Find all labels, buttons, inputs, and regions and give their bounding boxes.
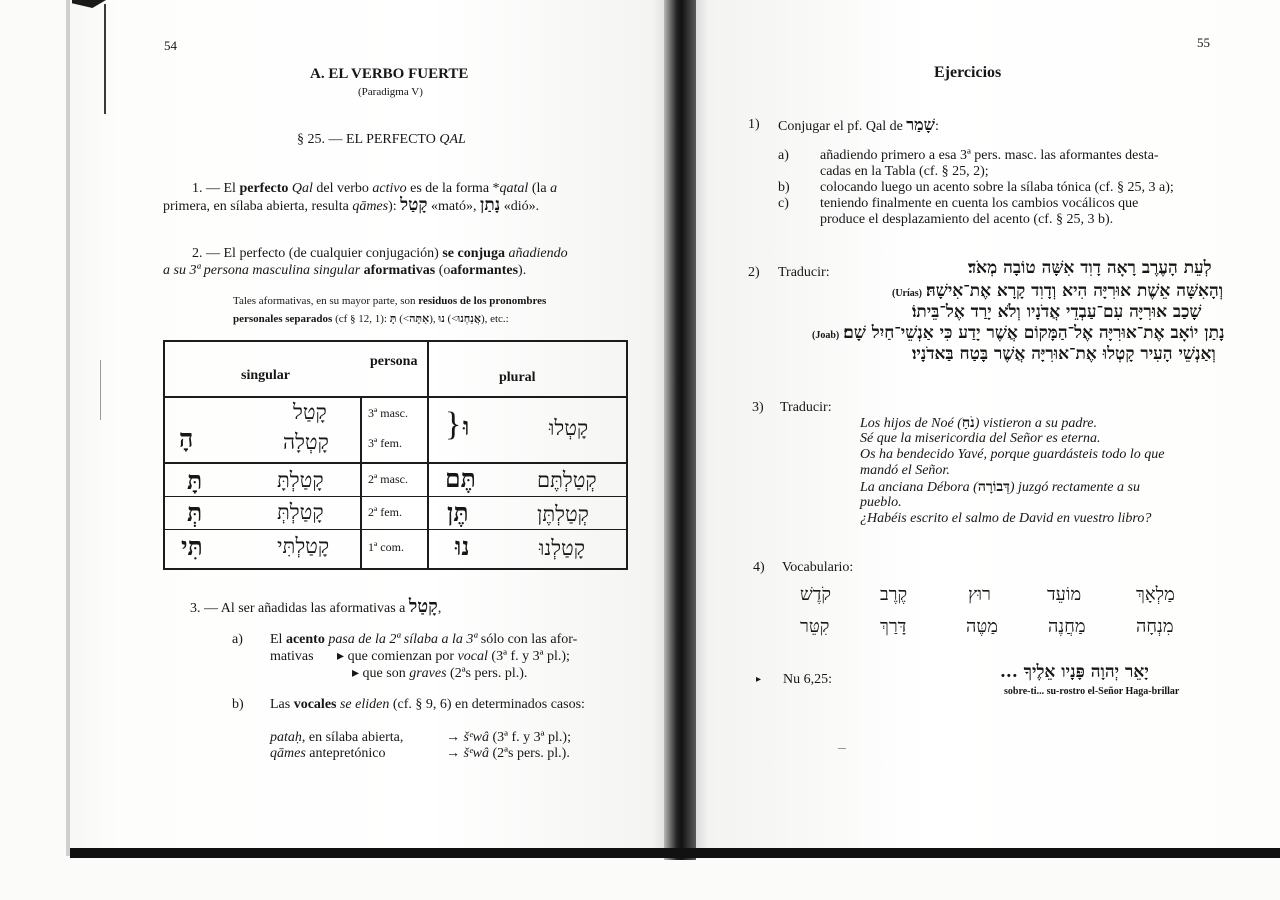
- p3a-bullet-vocal: ▸ que comienzan por: [337, 649, 455, 664]
- vocab-word: מַלְאָךְ: [1136, 584, 1175, 605]
- vocab-word: מִנְחָה: [1136, 616, 1174, 637]
- p3-line1: [190, 598, 441, 617]
- ex2-hebrew-line5: וְאַנְשֵׁי הָעִיר קָטְלוּ אֶת־אוּרִיָּה אֲשֶׁר בָּטַח בַּאדֹנָיו׃: [912, 344, 1216, 364]
- ex3-number: 3): [752, 400, 764, 415]
- sg-form-3f: קָטְלָה: [283, 430, 329, 454]
- p3a-italic-graves: graves: [409, 666, 447, 681]
- p3b-text: Las: [270, 697, 291, 712]
- p3b-text: , en sílaba abierta,: [301, 730, 404, 745]
- ex2-hebrew-line4-text: נָתַן יוֹאָב אֶת־אוּרִיָּה אֶל־הַמָּקוֹם אֲשֶׁר יָדַע כִּי אַנְשֵׁי־חַיִל שָׁם׃: [843, 323, 1225, 343]
- p1-gloss: «dió».: [503, 199, 540, 214]
- p2-text: (o: [438, 263, 451, 278]
- ex3-sentence4-cont: pueblo.: [860, 495, 902, 510]
- pl-affix-2f: תֶּן: [447, 498, 469, 527]
- p3b-bold-vocales: vocales: [293, 697, 337, 712]
- exercises-title: Ejercicios: [934, 64, 1002, 81]
- p3a-italic: pasa de la 2ª sílaba a la 3ª: [328, 632, 478, 647]
- note-line2: [233, 312, 509, 325]
- ex2-hebrew-line3: שָׁכַב אוּרִיָּה עִם־עַבְדֵי אֲדֹנָיו וְלֹא יָרַד אֶל־בֵּיתוֹ׃: [912, 302, 1202, 322]
- p3b-italic-qames: qāmes: [270, 746, 306, 761]
- p1-italic-a: a: [550, 181, 558, 196]
- table-rule: [165, 396, 626, 398]
- p2-italic-anadiendo: añadiendo: [508, 246, 568, 261]
- stray-mark: [838, 748, 846, 749]
- p1-number: 1. —: [192, 181, 220, 196]
- p3a-line2: [270, 648, 570, 665]
- pl-affix-1c: נוּ: [455, 532, 470, 561]
- ex4-label: Vocabulario:: [782, 560, 854, 575]
- p1-hebrew-natan: נָתַן: [479, 195, 501, 215]
- p1-text: del verbo: [316, 181, 369, 196]
- p3a-text: (2ªs pers. pl.).: [450, 666, 528, 681]
- note-bold-residuos: residuos de los pronombres: [418, 295, 547, 307]
- right-page-number: 55: [1197, 35, 1210, 50]
- ex1c-line2: produce el desplazamiento del acento (cf. § 25, 3 b).: [820, 212, 1114, 227]
- note-hebrew-nu: נוּ: [438, 312, 445, 325]
- p1-italic-qames: qāmes: [352, 199, 389, 214]
- ex3-text: ) vistieron a su padre.: [974, 416, 1097, 431]
- p3b-text: (cf. § 9, 6) en determinados casos:: [392, 697, 585, 712]
- note-hebrew-atta: אַתָּה: [409, 312, 430, 325]
- p3a-bold-acento: acento: [285, 632, 325, 647]
- vocab-word: קִטֵּר: [800, 616, 830, 637]
- p1-gloss: «mató»,: [430, 199, 477, 214]
- note-bold-personales: personales separados: [233, 313, 333, 325]
- p2-line2: [163, 262, 526, 279]
- p3b-italic: se eliden: [339, 697, 390, 712]
- ex3-sentence1: [860, 415, 1097, 432]
- p3a-text: (3ª f. y 3ª pl.);: [491, 649, 570, 664]
- ex3-text: La anciana Débora (: [860, 480, 978, 495]
- ex1c-line1: teniendo finalmente en cuenta los cambios vocálicos que: [820, 196, 1139, 211]
- pl-form-2f: קְטַלְתֶּן: [537, 502, 589, 526]
- sg-affix-2f: תְּ: [187, 498, 203, 527]
- p1-italic-activo: activo: [372, 181, 407, 196]
- ex1-prompt: [778, 117, 939, 135]
- ex3-sentence5: ¿Habéis escrito el salmo de David en vuestro libro?: [860, 511, 1152, 526]
- ex3-sentence4: [860, 479, 1140, 496]
- p3a-bullet-graves: ▸ que son: [352, 666, 406, 681]
- p3-text: Al ser añadidas las aformativas a: [220, 601, 406, 616]
- p3b-arrow: →: [446, 730, 460, 745]
- note-reference: (cf § 12, 1):: [335, 313, 387, 325]
- p3a-text: mativas: [270, 649, 314, 664]
- sg-form-2f: קָטַלְתְּ: [277, 500, 324, 524]
- bottom-edge-shadow: [70, 848, 1280, 858]
- p1-italic-qatal: qatal: [499, 181, 529, 196]
- p2-bold-aformativas: aformativas: [363, 263, 436, 278]
- nu-bullet: ▸: [756, 674, 762, 685]
- paragraph-heading: [297, 131, 466, 148]
- pl-form-3: קָטְלוּ: [549, 416, 589, 440]
- ex3-sentence3-cont: mandó el Señor.: [860, 463, 950, 478]
- vocab-word: מַטֶּה: [966, 616, 998, 637]
- p1-text: El: [223, 181, 236, 196]
- table-rule: [165, 529, 626, 530]
- paradigm-table: [163, 340, 628, 570]
- p3a-line3: [352, 665, 527, 682]
- ex1b-label: b): [778, 180, 790, 195]
- paragraph-heading-prefix: § 25. — EL PERFECTO: [297, 132, 436, 147]
- p2-text: ).: [518, 263, 527, 278]
- vocab-word: מוֹעֵד: [1047, 584, 1082, 605]
- note-text: ),: [429, 313, 436, 325]
- scan-edge-line-lower: [100, 360, 101, 420]
- ex1-hebrew-shamar: שָׁמַר: [906, 115, 935, 134]
- p3b-italic-sewa: šᵉwâ: [463, 730, 489, 745]
- section-subtitle: (Paradigma V): [358, 86, 423, 98]
- vocab-word: קֶרֶב: [880, 584, 908, 605]
- ex1-text: Conjugar el pf. Qal de: [778, 119, 903, 134]
- fold-mark: [680, 850, 698, 856]
- ex1-text: :: [934, 119, 939, 134]
- note-text: Tales aformativas, en su mayor parte, son: [233, 295, 416, 307]
- persona-3m: 3ª masc.: [368, 406, 408, 420]
- sg-form-2m: קָטַלְתָּ: [277, 468, 324, 492]
- note-hebrew-ta: תָּ: [389, 312, 397, 325]
- p3b-text: (3ª f. y 3ª pl.);: [492, 730, 571, 745]
- ex3-label: Traducir:: [780, 400, 832, 415]
- ex1-number: 1): [748, 117, 760, 132]
- p3b-italic-patah: pataḥ: [270, 730, 302, 745]
- ex2-label: Traducir:: [778, 265, 830, 280]
- persona-3f: 3ª fem.: [368, 436, 402, 450]
- ex3-hebrew-debora: דְּבוֹרָה: [977, 479, 1010, 495]
- p1-text: primera, en sílaba abierta, resulta: [163, 199, 349, 214]
- p3b-arrow: →: [446, 746, 460, 761]
- p3b-rule1: [270, 729, 403, 746]
- p3b-rule2-result: [446, 745, 570, 762]
- pl-form-1c: קָטַלְנוּ: [539, 536, 585, 560]
- p3a-text: sólo con las afor-: [480, 632, 578, 647]
- ex1c-label: c): [778, 196, 789, 211]
- p3b-text: antepretónico: [309, 746, 386, 761]
- p3b-label: b): [232, 697, 244, 712]
- p3a-label: a): [232, 632, 243, 647]
- table-rule: [360, 396, 362, 568]
- note-hebrew-anahnu: אֲנַחְנוּ: [457, 312, 481, 325]
- table-rule: [165, 496, 626, 497]
- header-plural: plural: [499, 370, 536, 385]
- note-text: (<: [447, 313, 458, 325]
- vocab-word: מַחֲנֶה: [1048, 616, 1086, 637]
- ex3-text: ) juzgó rectamente a su: [1009, 480, 1140, 495]
- table-rule: [427, 342, 429, 568]
- p1-hebrew-qatal: קָטַל: [400, 195, 428, 215]
- ex2-tag-joab: (Joab): [812, 330, 840, 341]
- left-page-edge: [66, 0, 70, 856]
- section-title: A. EL VERBO FUERTE: [310, 66, 469, 82]
- p2-line1: [192, 245, 568, 262]
- sg-form-3m: קָטַל: [293, 400, 327, 424]
- ex1a-line1: añadiendo primero a esa 3ª pers. masc. las aformantes desta-: [820, 148, 1159, 163]
- vocab-word: רוּץ: [968, 584, 991, 605]
- p2-italic-persona: a su 3ª persona masculina singular: [163, 263, 361, 278]
- p1-text: ):: [388, 199, 397, 214]
- left-page-number: 54: [164, 38, 177, 53]
- sg-form-1c: קָטַלְתִּי: [277, 534, 330, 558]
- ex2-hebrew-line2-text: וְהָאִשָּׁה אֵשֶׁת אוּרִיָּה הִיא וְדָוִד קָרָא אֶת־אִישָׁהּ׃: [926, 281, 1224, 301]
- ex3-hebrew-noah: נֹחַ: [961, 415, 975, 431]
- p1-bold-perfecto: perfecto: [239, 181, 289, 196]
- ex2-hebrew-line4: [808, 323, 1225, 343]
- p2-text: El perfecto (de cualquier conjugación): [223, 246, 439, 261]
- header-singular: singular: [241, 368, 291, 383]
- note-text: (<: [399, 313, 410, 325]
- scan-edge-line: [104, 4, 106, 114]
- p2-bold-se-conjuga: se conjuga: [442, 246, 505, 261]
- table-rule: [165, 462, 626, 464]
- persona-1c: 1ª com.: [368, 540, 404, 554]
- p3a-line1: [270, 631, 577, 648]
- nu-gloss: sobre-ti... su-rostro el-Señor Haga-brillar: [1004, 686, 1180, 697]
- paragraph-heading-qal: QAL: [439, 132, 466, 147]
- ex4-number: 4): [753, 560, 765, 575]
- vocab-word: קֹדֶשׁ: [800, 584, 832, 605]
- ex3-text: Los hijos de Noé (: [860, 416, 962, 431]
- sg-affix-1c: תִּי: [181, 532, 203, 561]
- p2-bold-aformantes: aformantes: [450, 263, 519, 278]
- vocab-word: דָּרַךְ: [880, 616, 907, 637]
- pl-affix-2m: תֶּם: [445, 464, 476, 493]
- plural-brace: }: [445, 406, 462, 443]
- p3b-text: (2ªs pers. pl.).: [492, 746, 570, 761]
- ex2-hebrew-line2: [888, 281, 1223, 301]
- nu-reference: Nu 6,25:: [783, 672, 832, 687]
- p3b-italic-sewa: šᵉwâ: [463, 746, 489, 761]
- p3b-rule1-result: [446, 729, 571, 746]
- ex1b-line1: colocando luego un acento sobre la sílaba tónica (cf. § 25, 3 a);: [820, 180, 1174, 195]
- p3-hebrew-qatal: קָטַל: [408, 596, 438, 617]
- ex1a-label: a): [778, 148, 789, 163]
- p1-text: (la: [531, 181, 547, 196]
- p3-number: 3. —: [190, 601, 218, 616]
- pl-form-2m: קְטַלְתֶּם: [537, 468, 597, 492]
- p3a-text: El: [270, 632, 283, 647]
- sg-affix-2m: תָּ: [187, 466, 203, 495]
- nu-hebrew-verse: יָאֵר יְהוָה פָּנָיו אֵלֶיךָ ...: [1000, 662, 1149, 682]
- ex2-tag-urias: (Urías): [892, 288, 922, 299]
- ex3-sentence3: Os ha bendecido Yavé, porque guardásteis todo lo que: [860, 447, 1165, 462]
- ex2-hebrew-line1: לְעֵת הָעֶרֶב רָאָה דָוִד אִשָּׁה טוֹבָה מְאֹד׃: [968, 258, 1212, 278]
- persona-2m: 2ª masc.: [368, 472, 408, 486]
- ex3-sentence2: Sé que la misericordia del Señor es eterna.: [860, 431, 1101, 446]
- ex1a-line2: cadas en la Tabla (cf. § 25, 2);: [820, 164, 989, 179]
- p3a-italic-vocal: vocal: [457, 649, 488, 664]
- p1-line2: [163, 197, 539, 215]
- note-text: ), etc.:: [480, 313, 509, 325]
- p1-italic-qal: Qal: [291, 181, 313, 196]
- ex2-number: 2): [748, 265, 760, 280]
- p3b-rule2: [270, 745, 385, 762]
- p1-text: es de la forma *: [410, 181, 500, 196]
- sg-affix-3f: הָ: [179, 424, 194, 453]
- header-persona: persona: [370, 354, 418, 369]
- book-gutter-shadow: [664, 0, 696, 860]
- note-line1: [233, 295, 546, 307]
- pl-affix-3: וּ: [463, 412, 470, 441]
- p2-number: 2. —: [192, 246, 220, 261]
- p3b-line1: [270, 696, 585, 713]
- persona-2f: 2ª fem.: [368, 505, 402, 519]
- p1-line1: [192, 180, 557, 197]
- p3-text: ,: [437, 601, 442, 616]
